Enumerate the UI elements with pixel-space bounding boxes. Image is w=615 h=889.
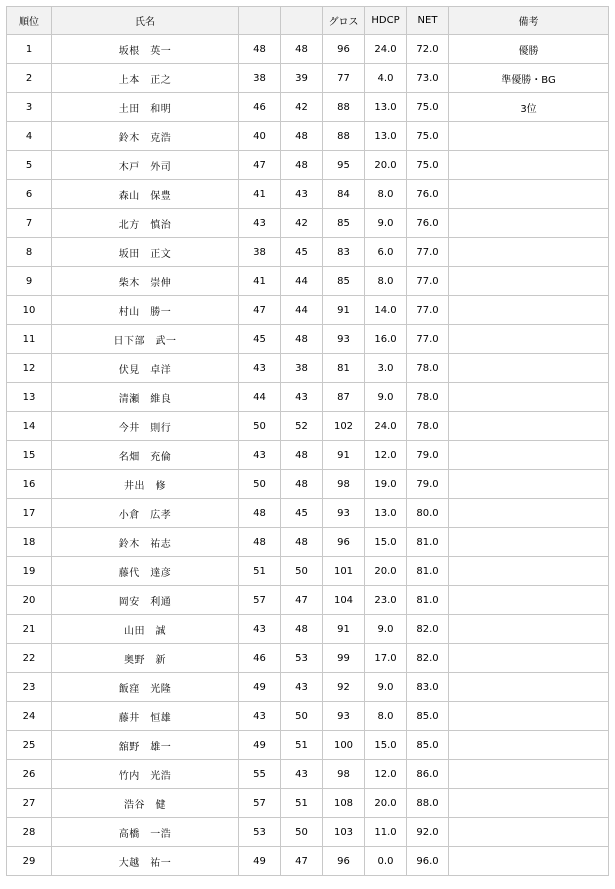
cell-name: 北方 慎治 (52, 209, 239, 238)
cell-gross: 85 (323, 267, 365, 296)
table-row (7, 122, 609, 151)
cell-net: 96.0 (407, 847, 449, 876)
table-row (7, 354, 609, 383)
cell-rank: 15 (7, 441, 52, 470)
results-table (6, 6, 609, 876)
table-row (7, 35, 609, 64)
cell-rank: 18 (7, 528, 52, 557)
cell-note (449, 180, 609, 209)
cell-gross: 91 (323, 296, 365, 325)
cell-note (449, 441, 609, 470)
cell-note (449, 122, 609, 151)
cell-gross: 101 (323, 557, 365, 586)
cell-hdcp: 13.0 (365, 122, 407, 151)
cell-out: 55 (239, 760, 281, 789)
cell-gross: 96 (323, 847, 365, 876)
cell-net: 76.0 (407, 209, 449, 238)
cell-rank: 4 (7, 122, 52, 151)
cell-rank: 9 (7, 267, 52, 296)
cell-in: 43 (281, 180, 323, 209)
cell-net: 81.0 (407, 557, 449, 586)
cell-hdcp: 9.0 (365, 615, 407, 644)
cell-name: 藤代 達彦 (52, 557, 239, 586)
table-row (7, 615, 609, 644)
cell-out: 49 (239, 731, 281, 760)
cell-name: 伏見 卓洋 (52, 354, 239, 383)
header-gross: グロス (323, 7, 365, 35)
cell-rank: 28 (7, 818, 52, 847)
cell-rank: 10 (7, 296, 52, 325)
cell-hdcp: 20.0 (365, 789, 407, 818)
table-row (7, 93, 609, 122)
cell-out: 43 (239, 702, 281, 731)
cell-in: 52 (281, 412, 323, 441)
cell-in: 48 (281, 35, 323, 64)
cell-rank: 25 (7, 731, 52, 760)
cell-name: 奥野 新 (52, 644, 239, 673)
cell-net: 72.0 (407, 35, 449, 64)
cell-in: 45 (281, 238, 323, 267)
table-row (7, 818, 609, 847)
cell-hdcp: 23.0 (365, 586, 407, 615)
cell-note (449, 586, 609, 615)
cell-hdcp: 3.0 (365, 354, 407, 383)
cell-hdcp: 19.0 (365, 470, 407, 499)
cell-in: 48 (281, 615, 323, 644)
cell-note (449, 470, 609, 499)
cell-name: 高橋 一浩 (52, 818, 239, 847)
cell-in: 48 (281, 151, 323, 180)
cell-in: 39 (281, 64, 323, 93)
cell-note (449, 325, 609, 354)
cell-note (449, 789, 609, 818)
header-out (239, 7, 281, 35)
cell-rank: 27 (7, 789, 52, 818)
table-row (7, 644, 609, 673)
table-row (7, 325, 609, 354)
cell-name: 今井 則行 (52, 412, 239, 441)
table-row (7, 470, 609, 499)
cell-rank: 6 (7, 180, 52, 209)
table-row (7, 499, 609, 528)
cell-rank: 14 (7, 412, 52, 441)
cell-hdcp: 4.0 (365, 64, 407, 93)
cell-hdcp: 24.0 (365, 35, 407, 64)
cell-name: 井出 修 (52, 470, 239, 499)
cell-gross: 81 (323, 354, 365, 383)
cell-gross: 98 (323, 760, 365, 789)
cell-rank: 24 (7, 702, 52, 731)
cell-in: 48 (281, 441, 323, 470)
cell-in: 44 (281, 267, 323, 296)
table-row (7, 238, 609, 267)
cell-in: 50 (281, 818, 323, 847)
cell-name: 森山 保豊 (52, 180, 239, 209)
cell-gross: 93 (323, 702, 365, 731)
cell-hdcp: 24.0 (365, 412, 407, 441)
cell-note (449, 383, 609, 412)
cell-in: 43 (281, 383, 323, 412)
cell-name: 名畑 充倫 (52, 441, 239, 470)
table-row (7, 557, 609, 586)
cell-hdcp: 12.0 (365, 441, 407, 470)
cell-net: 88.0 (407, 789, 449, 818)
cell-hdcp: 15.0 (365, 528, 407, 557)
table-row (7, 789, 609, 818)
cell-rank: 23 (7, 673, 52, 702)
cell-in: 38 (281, 354, 323, 383)
cell-note (449, 702, 609, 731)
header-hdcp: HDCP (365, 7, 407, 35)
cell-note (449, 673, 609, 702)
cell-in: 48 (281, 122, 323, 151)
cell-gross: 91 (323, 615, 365, 644)
cell-net: 75.0 (407, 151, 449, 180)
cell-net: 76.0 (407, 180, 449, 209)
cell-name: 山田 誠 (52, 615, 239, 644)
cell-gross: 91 (323, 441, 365, 470)
cell-out: 48 (239, 528, 281, 557)
cell-in: 43 (281, 673, 323, 702)
cell-hdcp: 14.0 (365, 296, 407, 325)
cell-gross: 108 (323, 789, 365, 818)
cell-in: 42 (281, 93, 323, 122)
cell-out: 38 (239, 238, 281, 267)
cell-out: 47 (239, 296, 281, 325)
cell-gross: 103 (323, 818, 365, 847)
cell-rank: 7 (7, 209, 52, 238)
cell-name: 鈴木 克浩 (52, 122, 239, 151)
cell-name: 木戸 外司 (52, 151, 239, 180)
cell-net: 86.0 (407, 760, 449, 789)
table-row (7, 847, 609, 876)
cell-in: 50 (281, 702, 323, 731)
cell-gross: 102 (323, 412, 365, 441)
table-row (7, 412, 609, 441)
cell-name: 浩谷 健 (52, 789, 239, 818)
cell-name: 上本 正之 (52, 64, 239, 93)
cell-rank: 3 (7, 93, 52, 122)
cell-net: 92.0 (407, 818, 449, 847)
cell-hdcp: 9.0 (365, 209, 407, 238)
cell-name: 藤井 恒雄 (52, 702, 239, 731)
cell-hdcp: 13.0 (365, 499, 407, 528)
cell-out: 38 (239, 64, 281, 93)
cell-name: 竹内 光浩 (52, 760, 239, 789)
cell-net: 77.0 (407, 267, 449, 296)
cell-hdcp: 20.0 (365, 557, 407, 586)
cell-hdcp: 8.0 (365, 702, 407, 731)
cell-in: 48 (281, 528, 323, 557)
cell-in: 43 (281, 760, 323, 789)
cell-out: 57 (239, 789, 281, 818)
header-note: 備考 (449, 7, 609, 35)
cell-in: 45 (281, 499, 323, 528)
table-row (7, 528, 609, 557)
table-row (7, 296, 609, 325)
cell-out: 44 (239, 383, 281, 412)
cell-name: 村山 勝一 (52, 296, 239, 325)
cell-hdcp: 8.0 (365, 180, 407, 209)
cell-out: 40 (239, 122, 281, 151)
cell-name: 岡安 利通 (52, 586, 239, 615)
cell-rank: 20 (7, 586, 52, 615)
table-row (7, 383, 609, 412)
cell-hdcp: 17.0 (365, 644, 407, 673)
cell-rank: 26 (7, 760, 52, 789)
cell-gross: 96 (323, 528, 365, 557)
cell-name: 鈴木 祐志 (52, 528, 239, 557)
cell-rank: 8 (7, 238, 52, 267)
cell-hdcp: 16.0 (365, 325, 407, 354)
cell-in: 53 (281, 644, 323, 673)
table-row (7, 760, 609, 789)
cell-out: 50 (239, 470, 281, 499)
cell-gross: 88 (323, 122, 365, 151)
cell-rank: 13 (7, 383, 52, 412)
cell-note (449, 267, 609, 296)
cell-net: 82.0 (407, 615, 449, 644)
cell-note: 準優勝・BG (449, 64, 609, 93)
table-row (7, 64, 609, 93)
cell-net: 77.0 (407, 325, 449, 354)
cell-name: 柴木 崇伸 (52, 267, 239, 296)
cell-net: 78.0 (407, 383, 449, 412)
cell-net: 81.0 (407, 586, 449, 615)
table-row (7, 586, 609, 615)
cell-out: 47 (239, 151, 281, 180)
cell-name: 舘野 雄一 (52, 731, 239, 760)
cell-in: 42 (281, 209, 323, 238)
cell-net: 81.0 (407, 528, 449, 557)
cell-rank: 11 (7, 325, 52, 354)
cell-gross: 83 (323, 238, 365, 267)
cell-hdcp: 8.0 (365, 267, 407, 296)
cell-net: 77.0 (407, 238, 449, 267)
cell-rank: 21 (7, 615, 52, 644)
cell-gross: 96 (323, 35, 365, 64)
cell-name: 清瀬 維良 (52, 383, 239, 412)
cell-net: 85.0 (407, 702, 449, 731)
cell-rank: 5 (7, 151, 52, 180)
cell-hdcp: 11.0 (365, 818, 407, 847)
cell-net: 79.0 (407, 470, 449, 499)
results-container (6, 6, 609, 876)
header-net: NET (407, 7, 449, 35)
cell-in: 48 (281, 325, 323, 354)
cell-in: 47 (281, 586, 323, 615)
table-row (7, 151, 609, 180)
cell-out: 45 (239, 325, 281, 354)
cell-out: 46 (239, 93, 281, 122)
cell-name: 坂田 正文 (52, 238, 239, 267)
cell-net: 78.0 (407, 412, 449, 441)
cell-in: 50 (281, 557, 323, 586)
cell-note (449, 818, 609, 847)
cell-gross: 93 (323, 499, 365, 528)
cell-hdcp: 0.0 (365, 847, 407, 876)
cell-rank: 2 (7, 64, 52, 93)
table-row (7, 673, 609, 702)
cell-in: 51 (281, 789, 323, 818)
cell-note (449, 644, 609, 673)
cell-net: 83.0 (407, 673, 449, 702)
cell-net: 75.0 (407, 93, 449, 122)
cell-net: 85.0 (407, 731, 449, 760)
cell-out: 53 (239, 818, 281, 847)
cell-gross: 99 (323, 644, 365, 673)
cell-hdcp: 15.0 (365, 731, 407, 760)
cell-note (449, 209, 609, 238)
cell-note (449, 557, 609, 586)
cell-in: 44 (281, 296, 323, 325)
cell-out: 57 (239, 586, 281, 615)
cell-net: 75.0 (407, 122, 449, 151)
cell-out: 41 (239, 180, 281, 209)
cell-rank: 19 (7, 557, 52, 586)
cell-hdcp: 20.0 (365, 151, 407, 180)
cell-net: 73.0 (407, 64, 449, 93)
cell-note (449, 499, 609, 528)
cell-name: 日下部 武一 (52, 325, 239, 354)
cell-net: 78.0 (407, 354, 449, 383)
cell-note (449, 238, 609, 267)
cell-note (449, 528, 609, 557)
cell-out: 46 (239, 644, 281, 673)
cell-gross: 95 (323, 151, 365, 180)
cell-note (449, 151, 609, 180)
table-row (7, 731, 609, 760)
cell-hdcp: 12.0 (365, 760, 407, 789)
cell-note (449, 412, 609, 441)
cell-out: 49 (239, 673, 281, 702)
cell-gross: 77 (323, 64, 365, 93)
cell-note (449, 847, 609, 876)
cell-rank: 12 (7, 354, 52, 383)
cell-out: 43 (239, 441, 281, 470)
cell-gross: 100 (323, 731, 365, 760)
cell-out: 43 (239, 209, 281, 238)
cell-rank: 1 (7, 35, 52, 64)
cell-gross: 104 (323, 586, 365, 615)
cell-note (449, 731, 609, 760)
cell-out: 48 (239, 499, 281, 528)
table-row (7, 441, 609, 470)
cell-gross: 87 (323, 383, 365, 412)
cell-note (449, 354, 609, 383)
cell-gross: 92 (323, 673, 365, 702)
cell-rank: 17 (7, 499, 52, 528)
cell-hdcp: 9.0 (365, 383, 407, 412)
cell-rank: 29 (7, 847, 52, 876)
cell-net: 82.0 (407, 644, 449, 673)
cell-out: 43 (239, 615, 281, 644)
cell-out: 41 (239, 267, 281, 296)
header-name: 氏名 (52, 7, 239, 35)
cell-net: 79.0 (407, 441, 449, 470)
cell-name: 大越 祐一 (52, 847, 239, 876)
cell-note: 3位 (449, 93, 609, 122)
header-rank: 順位 (7, 7, 52, 35)
cell-name: 飯窪 光隆 (52, 673, 239, 702)
cell-gross: 98 (323, 470, 365, 499)
cell-hdcp: 9.0 (365, 673, 407, 702)
header-row (7, 7, 609, 35)
table-row (7, 180, 609, 209)
cell-net: 77.0 (407, 296, 449, 325)
cell-out: 50 (239, 412, 281, 441)
results-body (7, 35, 609, 876)
cell-gross: 84 (323, 180, 365, 209)
cell-out: 48 (239, 35, 281, 64)
table-row (7, 702, 609, 731)
cell-note: 優勝 (449, 35, 609, 64)
table-row (7, 209, 609, 238)
cell-name: 小倉 広孝 (52, 499, 239, 528)
cell-out: 49 (239, 847, 281, 876)
cell-gross: 88 (323, 93, 365, 122)
cell-in: 47 (281, 847, 323, 876)
header-in (281, 7, 323, 35)
cell-note (449, 615, 609, 644)
cell-hdcp: 6.0 (365, 238, 407, 267)
cell-net: 80.0 (407, 499, 449, 528)
cell-hdcp: 13.0 (365, 93, 407, 122)
cell-in: 48 (281, 470, 323, 499)
cell-out: 43 (239, 354, 281, 383)
cell-rank: 22 (7, 644, 52, 673)
cell-note (449, 760, 609, 789)
cell-rank: 16 (7, 470, 52, 499)
cell-name: 坂根 英一 (52, 35, 239, 64)
cell-gross: 93 (323, 325, 365, 354)
cell-gross: 85 (323, 209, 365, 238)
cell-in: 51 (281, 731, 323, 760)
cell-note (449, 296, 609, 325)
cell-name: 土田 和明 (52, 93, 239, 122)
table-row (7, 267, 609, 296)
cell-out: 51 (239, 557, 281, 586)
